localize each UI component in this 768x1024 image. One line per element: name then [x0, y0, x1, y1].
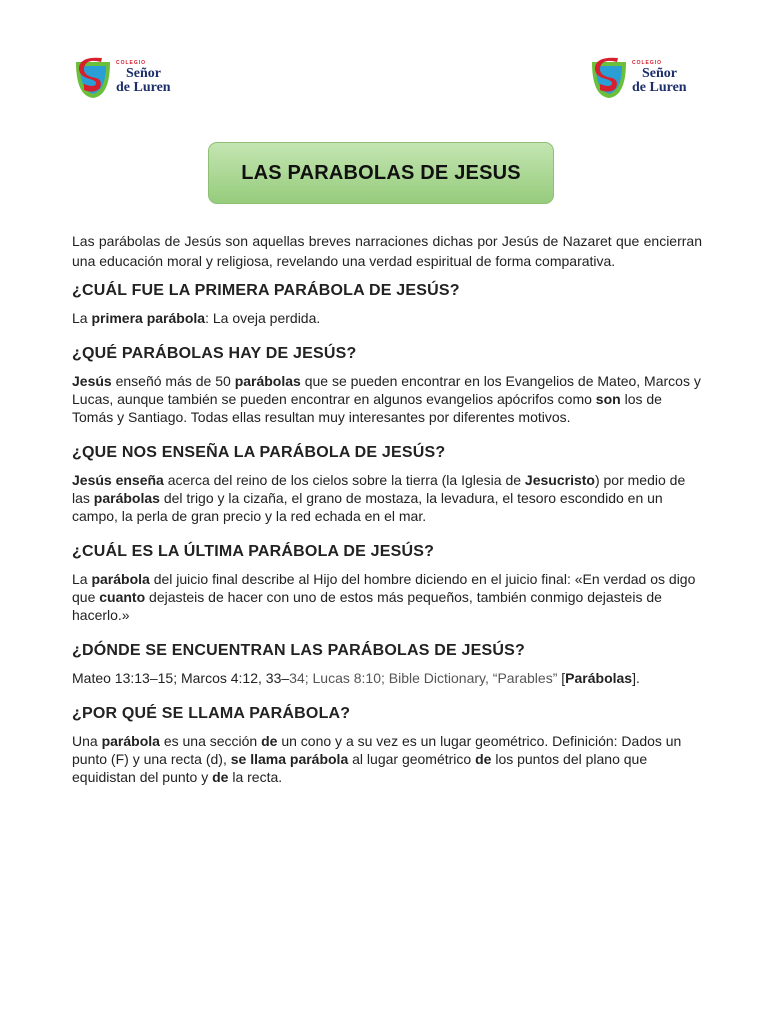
section-heading: ¿QUE NOS ENSEÑA LA PARÁBOLA DE JESÚS?: [72, 444, 446, 461]
school-emblem-icon: [72, 56, 114, 100]
intro-paragraph: Las parábolas de Jesús son aquellas breves narraciones dichas por Jesús de Nazaret que encierran una educación moral y religiosa, revelando una verdad espiritual de forma comparativa.: [72, 233, 702, 269]
logo-small-text: COLEGIO: [116, 60, 147, 66]
logo-small-text: COLEGIO: [632, 60, 663, 66]
logo-line2: de Luren: [116, 80, 171, 95]
section-heading: ¿QUÉ PARÁBOLAS HAY DE JESÚS?: [72, 345, 357, 362]
section-heading: ¿DÓNDE SE ENCUENTRAN LAS PARÁBOLAS DE JESÚS?: [72, 642, 525, 659]
section-heading: ¿CUÁL ES LA ÚLTIMA PARÁBOLA DE JESÚS?: [72, 543, 435, 560]
school-logo-right: [588, 56, 687, 100]
logo-line1: Señor: [126, 66, 161, 81]
section-paragraph: La primera parábola: La oveja perdida.: [72, 310, 321, 326]
page-title: LAS PARABOLAS DE JESUS: [241, 161, 521, 184]
logo-line1: Señor: [642, 66, 677, 81]
title-box: [208, 142, 554, 204]
section-paragraph: Jesús enseña acerca del reino de los cielos sobre la tierra (la Iglesia de Jesucristo) por medio de las parábolas del trigo y la cizaña, el grano de mostaza, la levadura, el tesoro escondido en un campo, la perla de gran precio y la red echada en el mar.: [72, 472, 686, 524]
section-heading: ¿POR QUÉ SE LLAMA PARÁBOLA?: [72, 705, 351, 722]
logo-line2: de Luren: [632, 80, 687, 95]
section-paragraph: Jesús enseñó más de 50 parábolas que se pueden encontrar en los Evangelios de Mateo, Marcos y Lucas, aunque también se pueden encontrar en algunos evangelios apócrifos como son los de Tomás y Santiago. Todas ellas resultan muy interesantes por diferentes motivos.: [72, 373, 701, 425]
section-paragraph: Una parábola es una sección de un cono y a su vez es un lugar geométrico. Definición: Dados un punto (F) y una recta (d), se llama parábola al lugar geométrico de los puntos del plano que equidistan del punto y de la recta.: [72, 733, 682, 785]
school-logo-left: [72, 56, 171, 100]
section-heading: ¿CUÁL FUE LA PRIMERA PARÁBOLA DE JESÚS?: [72, 282, 460, 299]
school-emblem-icon: [588, 56, 630, 100]
section-paragraph: Mateo 13:13–15; Marcos 4:12, 33–34; Lucas 8:10; Bible Dictionary, “Parables” [Parábolas].: [72, 670, 640, 686]
section-paragraph: La parábola del juicio final describe al Hijo del hombre diciendo en el juicio final: «En verdad os digo que cuanto dejasteis de hacer con uno de estos más pequeños, también conmigo dejasteis de hacerlo.»: [72, 571, 696, 623]
document-body: [72, 231, 702, 804]
